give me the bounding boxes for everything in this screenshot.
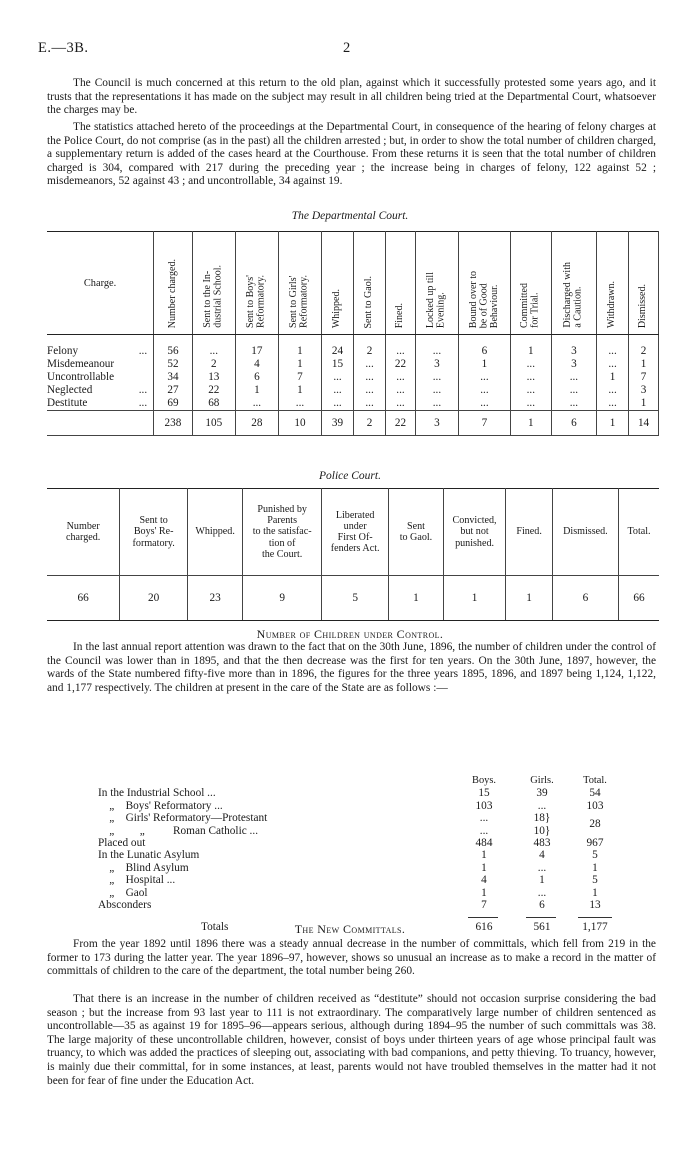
dept-cell: ... [458,371,510,384]
charge-label: Misdemeanour [47,358,115,370]
dept-totals-row [47,411,659,436]
total-count: 28 [589,818,601,831]
dept-cell: ... [551,397,596,411]
dept-column-header [154,232,193,335]
dept-total-cell: 39 [322,411,354,436]
dept-cell: 3 [629,384,659,397]
dept-cell: 2 [354,335,386,359]
total-count: 54 [589,787,601,800]
dept-cell: ... [551,371,596,384]
police-column-header [120,489,188,576]
police-column-header [619,489,659,576]
girls-count: 6 [539,898,545,911]
totals-label: Totals [201,921,229,934]
control-heading: Number of Children under Control. [256,627,444,641]
boys-count: 484 [475,836,493,849]
boys-count: 1 [481,886,487,899]
dept-cell: 1 [278,335,321,359]
dept-column-label: Fined. [394,302,406,328]
boys-count: 1 [481,861,487,874]
police-column-label: Total. [627,526,651,538]
girls-count: ... [537,861,547,874]
dept-cell: ... [510,371,551,384]
totals-rule-row [98,911,658,921]
control-row [98,849,658,861]
dept-cell: 6 [235,371,278,384]
dept-column-label: Number charged. [166,258,178,328]
girls-count: 1 [539,874,545,887]
dept-total-cell: 238 [154,411,193,436]
dept-column-header [629,232,659,335]
police-cell: 66 [619,576,659,621]
dept-table-row [47,358,659,371]
dept-cell: 1 [278,384,321,397]
dept-cell: 15 [322,358,354,371]
dept-column-header [386,232,416,335]
police-cell: 6 [552,576,618,621]
dept-column-header [458,232,510,335]
dept-cell: ... [597,358,629,371]
dept-total-cell: 10 [278,411,321,436]
charge-name [47,371,154,384]
charge-label: Neglected [47,384,93,396]
police-column-header [552,489,618,576]
total-count: 13 [589,898,601,911]
sum-rule [578,917,612,918]
dept-cell: 17 [235,335,278,359]
dept-column-label: Whipped. [331,288,343,328]
police-column-label: Liberated under First Of- fenders Act. [330,509,380,555]
dept-total-cell: 7 [458,411,510,436]
boys-total: 616 [475,921,493,934]
charge-label: Destitute [47,397,88,409]
police-cell: 66 [47,576,120,621]
control-label: Placed out [98,836,146,849]
dept-total-cell: 14 [629,411,659,436]
control-label: „ Girls' Reformatory—Protestant [98,812,268,825]
document-reference: E.—3B. [38,40,89,56]
police-court-table [47,488,659,621]
total-count: 5 [592,874,598,887]
girls-count: 39 [536,787,548,800]
dept-total-cell: 6 [551,411,596,436]
police-column-label: Whipped. [195,526,235,538]
dept-cell: ... [354,384,386,397]
dept-cell: 13 [192,371,235,384]
girls-count: 18} [533,812,551,825]
total-count: 1 [592,861,598,874]
dept-column-header [597,232,629,335]
dept-cell: 1 [629,397,659,411]
dept-cell: 1 [510,335,551,359]
police-column-label: Sent to Gaol. [399,520,433,543]
dept-cell: 2 [629,335,659,359]
dept-cell: 7 [278,371,321,384]
dept-cell: ... [415,371,458,384]
control-label: In the Industrial School ... [98,787,216,800]
police-column-header [243,489,322,576]
dept-cell: ... [386,335,416,359]
police-column-header [322,489,389,576]
charge-label: Uncontrollable [47,371,115,383]
departmental-court-table [47,231,659,436]
dept-column-header [278,232,321,335]
control-col-head-boys: Boys. [472,775,496,786]
police-column-header [47,489,120,576]
control-row [98,874,658,886]
paragraph-4: From the year 1892 until 1896 there was a steady annual decrease in the number of committals, which fell from 219 in the former to 173 during the latter year. The year 1896–97, however, shows so unusual an increase as to make a record in the matter of committals of children to the care of the department, the total number being 260. [47,938,656,978]
police-column-label: Fined. [516,526,542,538]
dept-total-cell: 105 [192,411,235,436]
dept-column-label: Sent to Boys' Reformatory. [245,275,267,328]
departmental-court-title: The Departmental Court. [291,210,409,222]
dept-total-cell: 1 [510,411,551,436]
dept-column-header [354,232,386,335]
dept-cell: 3 [551,358,596,371]
dept-total-cell: 28 [235,411,278,436]
charge-name [47,335,154,359]
dept-cell: 3 [551,335,596,359]
dept-cell: ... [278,397,321,411]
police-court-title: Police Court. [319,470,381,482]
boys-count: ... [479,824,489,837]
control-row [98,825,658,837]
boys-count: ... [479,812,489,825]
police-column-header [389,489,443,576]
control-row [98,862,658,874]
charge-name [47,397,154,411]
control-label: Absconders [98,898,152,911]
control-label: In the Lunatic Asylum [98,849,200,862]
police-column-header [506,489,552,576]
dept-cell: ... [386,371,416,384]
control-label: „ Boys' Reformatory ... [98,799,223,812]
girls-count: 483 [533,836,551,849]
dept-cell: 1 [278,358,321,371]
police-column-header [443,489,506,576]
dept-cell: ... [322,384,354,397]
dept-column-label: Sent to Gaol. [363,275,375,328]
dept-total-cell: 22 [386,411,416,436]
police-column-label: Convicted, but not punished. [452,515,497,549]
dept-cell: 2 [192,358,235,371]
charge-name [47,358,154,371]
police-column-label: Dismissed. [563,526,608,538]
control-label: „ „ Roman Catholic ... [98,824,259,837]
dept-total-cell: 2 [354,411,386,436]
dept-table-row [47,335,659,359]
police-column-label: Number charged. [66,520,101,543]
dept-column-header [235,232,278,335]
dept-cell: ... [415,384,458,397]
girls-count: ... [537,886,547,899]
total-count: 1 [592,886,598,899]
page-header [38,40,662,60]
leader-dots: ... [138,384,148,396]
girls-count: 4 [539,849,545,862]
dept-column-label: Sent to Girls' Reformatory. [288,275,310,328]
total-count: 103 [586,799,604,812]
dept-cell: ... [354,358,386,371]
dept-column-header [192,232,235,335]
police-column-label: Punished by Parents to the satisfac- tion of the Court. [252,503,312,560]
paragraph-1: The Council is much concerned at this return to the old plan, against which it successfully protested some years ago, and it trusts that the representations it has made on the subject may result in all children being tried at the Departmental Court, whatsoever the charges may be. [47,77,656,117]
control-row [98,887,658,899]
control-label: „ Hospital ... [98,874,176,887]
dept-cell: 69 [154,397,193,411]
police-cell: 23 [187,576,242,621]
dept-column-label: Sent to the In- dustrial School. [202,265,224,328]
dept-cell: ... [510,358,551,371]
dept-column-label: Discharged with a Caution. [562,262,584,328]
leader-dots: ... [138,345,148,357]
dept-cell: ... [551,384,596,397]
dept-column-label: Dismissed. [637,283,649,328]
dept-cell: ... [354,371,386,384]
children-under-control-table [98,775,658,934]
control-label: „ Blind Asylum [98,861,189,874]
committals-heading: The New Committals. [294,922,406,936]
dept-cell: ... [235,397,278,411]
dept-cell: 4 [235,358,278,371]
dept-total-cell: 3 [415,411,458,436]
dept-column-label: Committed for Trial. [519,283,541,328]
control-label: „ Gaol [98,886,148,899]
dept-cell: ... [322,397,354,411]
charge-name [47,384,154,397]
sum-rule [468,917,498,918]
control-row [98,800,658,812]
dept-cell: 27 [154,384,193,397]
boys-count: 7 [481,898,487,911]
dept-table-row [47,384,659,397]
dept-cell: ... [510,384,551,397]
dept-cell: 22 [386,358,416,371]
dept-column-header [510,232,551,335]
dept-column-label: Withdrawn. [606,280,618,328]
dept-cell: 52 [154,358,193,371]
control-row [98,837,658,849]
dept-cell: ... [386,384,416,397]
police-column-label: Sent to Boys' Re- formatory. [132,515,175,549]
dept-column-header [415,232,458,335]
page-number: 2 [343,40,351,56]
control-row [98,787,658,799]
dept-table-row [47,397,659,411]
girls-total: 561 [533,921,551,934]
dept-cell: 1 [235,384,278,397]
dept-cell: ... [510,397,551,411]
paragraph-3: In the last annual report attention was drawn to the fact that on the 30th June, 1896, the number of children under the control of the Council was lower than in 1895, and that the then decrease was the first for ten years. On the 30th June, 1897, however, the wards of the State numbered fifty-five more than in 1896, the figures for the three years 1895, 1896, and 1897 being 1,124, 1,122, and 1,177 respectively. The children at present in the care of the State are as follows :— [47,641,656,694]
dept-cell: ... [458,384,510,397]
police-cell: 5 [322,576,389,621]
police-cell: 1 [389,576,443,621]
dept-cell: ... [322,371,354,384]
police-cell: 20 [120,576,188,621]
dept-cell: ... [192,335,235,359]
dept-total-cell: 1 [597,411,629,436]
police-cell: 1 [443,576,506,621]
girls-count: 10} [533,824,551,837]
dept-cell: 6 [458,335,510,359]
dept-cell: ... [354,397,386,411]
dept-cell: 56 [154,335,193,359]
control-col-head-total: Total. [583,775,607,786]
total-count: 967 [586,836,604,849]
dept-cell: 1 [458,358,510,371]
leader-dots: ... [138,397,148,409]
total-count: 5 [592,849,598,862]
dept-cell: 68 [192,397,235,411]
control-col-head-girls: Girls. [530,775,554,786]
dept-cell: ... [597,397,629,411]
boys-count: 15 [478,787,490,800]
boys-count: 103 [475,799,493,812]
control-column-headers [98,775,658,787]
control-row [98,899,658,911]
dept-cell: ... [415,335,458,359]
charge-header: Charge. [47,232,154,335]
dept-column-label: Locked up till Evening. [425,271,447,328]
charge-label: Felony [47,345,79,357]
dept-table-row [47,371,659,384]
dept-cell: ... [458,397,510,411]
dept-cell: 1 [597,371,629,384]
grand-total: 1,177 [582,921,608,934]
paragraph-5: That there is an increase in the number of children received as “destitute” should not occasion surprise considering the bad season ; but the increase from 93 last year to 111 is not extraordinary. The comparatively large number of children sentenced as uncontrollable—35 as against 19 for 1895–96—appears serious, although during 1894–95 the number of such committals was 38. The large majority of these uncontrollable children, however, consist of boys under thirteen years of age whose principal fault was truancy, to which was added the practices of sleeping out, associating with bad companions, and petty thieving. To truancy, however, is mainly due their committal, for in some instances, at least, parents would not have troubled themselves in the matter had it not been for fear of fine under the Education Act. [47,993,656,1087]
dept-cell: 1 [629,358,659,371]
dept-cell: 24 [322,335,354,359]
police-column-header [187,489,242,576]
sum-rule [526,917,556,918]
dept-cell: 7 [629,371,659,384]
dept-cell: ... [597,335,629,359]
dept-cell: ... [415,397,458,411]
dept-cell: 34 [154,371,193,384]
girls-count: ... [537,799,547,812]
paragraph-2: The statistics attached hereto of the proceedings at the Departmental Court, in consequence of the hearing of felony charges at the Police Court, do not comprise (as in the past) all the children arrested ; but, in order to show the total number of children charged, a supplementary return is added of the cases heard at the Courthouse. From these returns it is seen that the total number of children charged is 304, compared with 217 during the preceding year ; the increase being in charges of felony, 122 against 52 ; misdemeanors, 52 against 43 ; and uncontrollable, 34 against 19. [47,121,656,188]
boys-count: 1 [481,849,487,862]
dept-column-label: Bound over to be of Good Behaviour. [467,270,500,328]
police-cell: 1 [506,576,552,621]
police-cell: 9 [243,576,322,621]
dept-column-header [551,232,596,335]
dept-cell: ... [386,397,416,411]
dept-cell: 3 [415,358,458,371]
dept-cell: ... [597,384,629,397]
dept-column-header [322,232,354,335]
dept-cell: 22 [192,384,235,397]
boys-count: 4 [481,874,487,887]
totals-blank [47,411,154,436]
